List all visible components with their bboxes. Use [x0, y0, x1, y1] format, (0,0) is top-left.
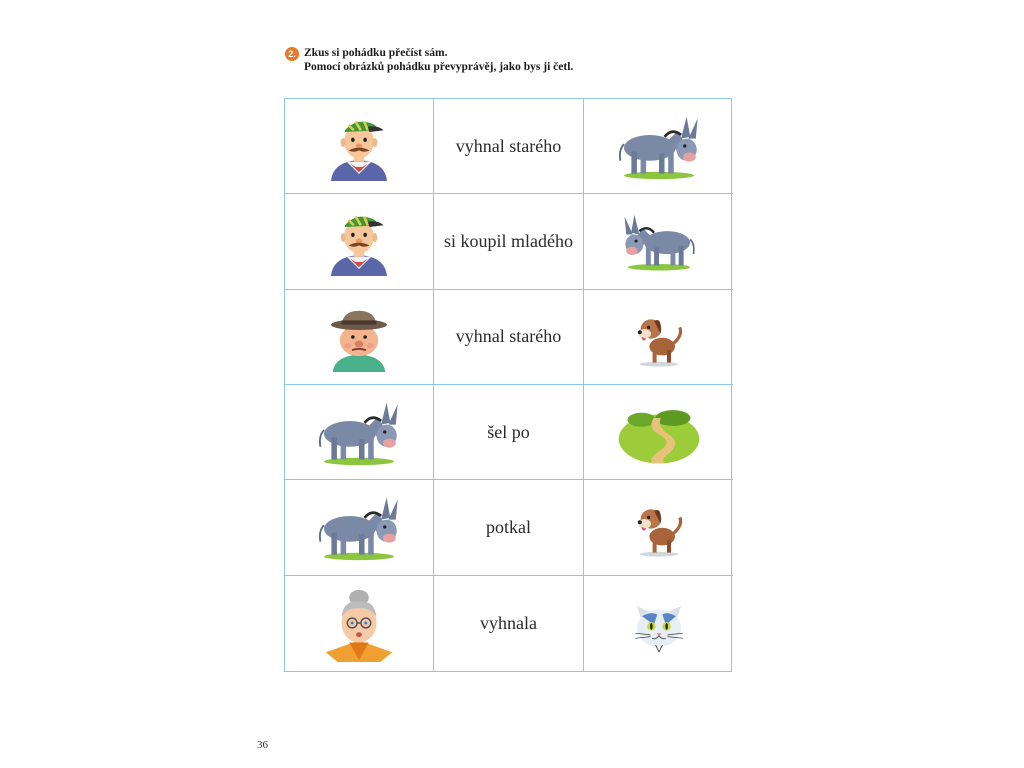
story-phrase: vyhnal starého [455, 326, 562, 347]
story-phrase: vyhnala [480, 612, 537, 633]
picture-cell-left [285, 99, 434, 194]
story-phrase: vyhnal starého [455, 135, 562, 156]
task-header [285, 46, 573, 74]
man-with-hat-icon [322, 302, 396, 372]
path-icon [613, 397, 705, 467]
donkey-icon [618, 206, 700, 276]
page-number: 36 [257, 739, 268, 751]
picture-cell-right [584, 385, 733, 480]
story-grid [284, 98, 732, 672]
picture-cell-right [584, 290, 733, 385]
dog-icon [627, 304, 691, 370]
story-phrase: šel po [487, 421, 530, 442]
task-instruction-line-2: Pomocí obrázků pohádku převyprávěj, jako bys ji četl. [304, 61, 574, 73]
grandmother-icon [319, 584, 399, 662]
phrase-cell [434, 385, 584, 480]
phrase-cell [434, 576, 584, 671]
picture-cell-right [584, 576, 733, 671]
task-instructions [304, 46, 573, 74]
phrase-cell [434, 194, 584, 289]
picture-cell-right [584, 480, 733, 575]
picture-cell-left [285, 194, 434, 289]
story-phrase: si koupil mladého [444, 230, 573, 251]
picture-cell-left [285, 480, 434, 575]
cat-icon [624, 589, 694, 657]
picture-cell-left [285, 385, 434, 480]
task-instruction-line-1: Zkus si pohádku přečíst sám. [304, 47, 448, 59]
farmer-with-cap-icon [324, 205, 394, 277]
donkey-icon [313, 489, 405, 565]
task-number-badge: 2. [285, 47, 299, 61]
phrase-cell [434, 99, 584, 194]
donkey-icon [613, 108, 705, 184]
phrase-cell [434, 480, 584, 575]
farmer-with-cap-icon [324, 110, 394, 182]
picture-cell-right [584, 194, 733, 289]
dog-icon [627, 494, 691, 560]
donkey-icon [313, 394, 405, 470]
story-phrase: potkal [486, 516, 531, 537]
phrase-cell [434, 290, 584, 385]
picture-cell-left [285, 290, 434, 385]
picture-cell-left [285, 576, 434, 671]
picture-cell-right [584, 99, 733, 194]
